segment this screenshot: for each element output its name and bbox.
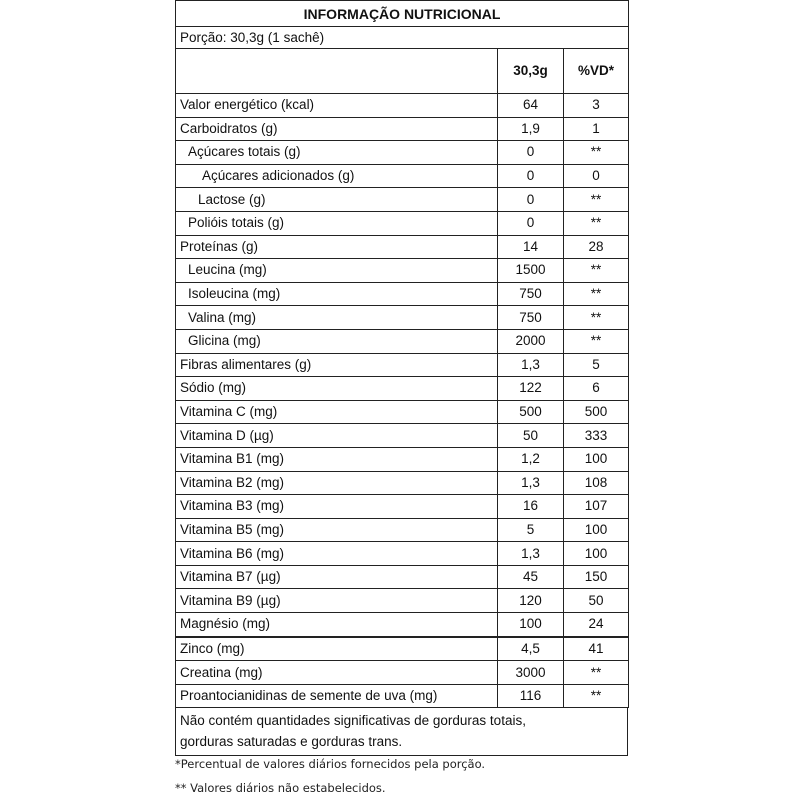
nutrient-daily-value: ** bbox=[564, 141, 629, 165]
nutrient-daily-value: 107 bbox=[564, 495, 629, 519]
nutrient-row bbox=[176, 211, 629, 235]
nutrition-table bbox=[175, 0, 629, 708]
nutrient-daily-value: ** bbox=[564, 329, 629, 353]
nutrient-amount: 0 bbox=[498, 164, 564, 188]
nutrient-daily-value: 5 bbox=[564, 353, 629, 377]
nutrient-amount: 1500 bbox=[498, 259, 564, 283]
nutrient-row bbox=[176, 542, 629, 566]
nutrient-name: Vitamina B9 (µg) bbox=[176, 589, 498, 613]
nutrient-daily-value: 1 bbox=[564, 117, 629, 141]
nutrient-amount: 16 bbox=[498, 495, 564, 519]
nutrient-daily-value: ** bbox=[564, 188, 629, 212]
nutrient-amount: 3000 bbox=[498, 661, 564, 685]
nutrient-name: Glicina (mg) bbox=[176, 329, 498, 353]
note-row bbox=[176, 708, 628, 756]
nutrient-amount: 1,3 bbox=[498, 542, 564, 566]
nutrient-amount: 0 bbox=[498, 188, 564, 212]
nutrient-name: Vitamina B3 (mg) bbox=[176, 495, 498, 519]
nutrient-row bbox=[176, 282, 629, 306]
nutrient-amount: 1,3 bbox=[498, 353, 564, 377]
nutrient-amount: 14 bbox=[498, 235, 564, 259]
nutrient-name: Sódio (mg) bbox=[176, 377, 498, 401]
nutrient-name: Vitamina B2 (mg) bbox=[176, 471, 498, 495]
nutrient-daily-value: 6 bbox=[564, 377, 629, 401]
nutrient-daily-value: 24 bbox=[564, 613, 629, 637]
nutrient-name: Magnésio (mg) bbox=[176, 613, 498, 637]
footnotes bbox=[175, 752, 735, 800]
nutrient-name: Leucina (mg) bbox=[176, 259, 498, 283]
nutrient-row bbox=[176, 353, 629, 377]
nutrient-row bbox=[176, 447, 629, 471]
nutrient-name: Vitamina B6 (mg) bbox=[176, 542, 498, 566]
nutrient-row bbox=[176, 495, 629, 519]
nutrient-amount: 0 bbox=[498, 211, 564, 235]
nutrient-amount: 45 bbox=[498, 565, 564, 589]
nutrient-daily-value: 500 bbox=[564, 400, 629, 424]
header-row bbox=[176, 49, 629, 94]
portion-row bbox=[176, 27, 629, 49]
footnote-daily-value: *Percentual de valores diários fornecidos pela porção. bbox=[175, 757, 486, 771]
nutrient-daily-value: 150 bbox=[564, 565, 629, 589]
nutrient-amount: 1,9 bbox=[498, 117, 564, 141]
nutrient-row bbox=[176, 661, 629, 685]
nutrient-name: Proantocianidinas de semente de uva (mg) bbox=[176, 684, 498, 708]
nutrient-amount: 2000 bbox=[498, 329, 564, 353]
nutrient-daily-value: 100 bbox=[564, 542, 629, 566]
nutrient-name: Valor energético (kcal) bbox=[176, 94, 498, 118]
nutrient-daily-value: ** bbox=[564, 211, 629, 235]
footnote-not-established: ** Valores diários não estabelecidos. bbox=[175, 781, 386, 795]
nutrient-row bbox=[176, 188, 629, 212]
note-line-2: gorduras saturadas e gorduras trans. bbox=[180, 734, 403, 750]
nutrient-name: Vitamina C (mg) bbox=[176, 400, 498, 424]
nutrient-amount: 120 bbox=[498, 589, 564, 613]
header-daily-value: %VD* bbox=[564, 49, 629, 94]
nutrient-amount: 50 bbox=[498, 424, 564, 448]
nutrient-name: Fibras alimentares (g) bbox=[176, 353, 498, 377]
nutrient-name: Vitamina B7 (µg) bbox=[176, 565, 498, 589]
nutrient-row bbox=[176, 400, 629, 424]
nutrient-name: Creatina (mg) bbox=[176, 661, 498, 685]
nutrient-daily-value: 28 bbox=[564, 235, 629, 259]
title-row bbox=[176, 1, 629, 27]
nutrient-amount: 64 bbox=[498, 94, 564, 118]
nutrient-name: Zinco (mg) bbox=[176, 637, 498, 661]
nutrient-row bbox=[176, 235, 629, 259]
nutrient-row bbox=[176, 377, 629, 401]
nutrient-name: Polióis totais (g) bbox=[176, 211, 498, 235]
nutrient-row bbox=[176, 329, 629, 353]
nutrient-row bbox=[176, 94, 629, 118]
nutrient-name: Açúcares adicionados (g) bbox=[176, 164, 498, 188]
nutrient-daily-value: ** bbox=[564, 684, 629, 708]
nutrient-name: Isoleucina (mg) bbox=[176, 282, 498, 306]
nutrient-row bbox=[176, 589, 629, 613]
nutrient-row bbox=[176, 565, 629, 589]
nutrient-amount: 4,5 bbox=[498, 637, 564, 661]
nutrient-amount: 116 bbox=[498, 684, 564, 708]
nutrient-row bbox=[176, 141, 629, 165]
nutrient-name: Carboidratos (g) bbox=[176, 117, 498, 141]
nutrient-amount: 5 bbox=[498, 518, 564, 542]
nutrient-row bbox=[176, 684, 629, 708]
nutrient-row bbox=[176, 471, 629, 495]
nutrient-name: Vitamina B1 (mg) bbox=[176, 447, 498, 471]
nutrient-row bbox=[176, 306, 629, 330]
nutrient-daily-value: 108 bbox=[564, 471, 629, 495]
nutrition-note-table bbox=[175, 707, 628, 756]
nutrient-amount: 122 bbox=[498, 377, 564, 401]
nutrient-daily-value: ** bbox=[564, 259, 629, 283]
nutrient-row bbox=[176, 259, 629, 283]
nutrient-amount: 1,2 bbox=[498, 447, 564, 471]
table-title: INFORMAÇÃO NUTRICIONAL bbox=[176, 1, 629, 27]
nutrient-daily-value: ** bbox=[564, 306, 629, 330]
nutrient-amount: 750 bbox=[498, 306, 564, 330]
nutrient-amount: 100 bbox=[498, 613, 564, 637]
nutrient-name: Vitamina D (µg) bbox=[176, 424, 498, 448]
nutrient-row bbox=[176, 424, 629, 448]
nutrient-daily-value: 41 bbox=[564, 637, 629, 661]
header-blank bbox=[176, 49, 498, 94]
nutrient-daily-value: 50 bbox=[564, 589, 629, 613]
nutrient-daily-value: 0 bbox=[564, 164, 629, 188]
nutrient-name: Proteínas (g) bbox=[176, 235, 498, 259]
nutrient-row bbox=[176, 117, 629, 141]
portion-size: Porção: 30,3g (1 sachê) bbox=[176, 27, 629, 49]
nutrient-amount: 1,3 bbox=[498, 471, 564, 495]
nutrient-name: Valina (mg) bbox=[176, 306, 498, 330]
nutrient-daily-value: 333 bbox=[564, 424, 629, 448]
nutrient-name: Vitamina B5 (mg) bbox=[176, 518, 498, 542]
nutrient-daily-value: ** bbox=[564, 282, 629, 306]
nutrient-amount: 750 bbox=[498, 282, 564, 306]
nutrient-row bbox=[176, 518, 629, 542]
nutrient-name: Lactose (g) bbox=[176, 188, 498, 212]
non-significant-note bbox=[176, 708, 628, 756]
nutrient-daily-value: 100 bbox=[564, 518, 629, 542]
nutrient-daily-value: ** bbox=[564, 661, 629, 685]
nutrient-daily-value: 3 bbox=[564, 94, 629, 118]
nutrient-amount: 0 bbox=[498, 141, 564, 165]
header-amount: 30,3g bbox=[498, 49, 564, 94]
nutrient-row bbox=[176, 637, 629, 661]
nutrient-daily-value: 100 bbox=[564, 447, 629, 471]
nutrient-name: Açúcares totais (g) bbox=[176, 141, 498, 165]
nutrient-row bbox=[176, 613, 629, 637]
nutrient-amount: 500 bbox=[498, 400, 564, 424]
nutrition-facts-panel bbox=[175, 0, 628, 756]
note-line-1: Não contém quantidades significativas de gorduras totais, bbox=[180, 713, 526, 729]
nutrient-row bbox=[176, 164, 629, 188]
